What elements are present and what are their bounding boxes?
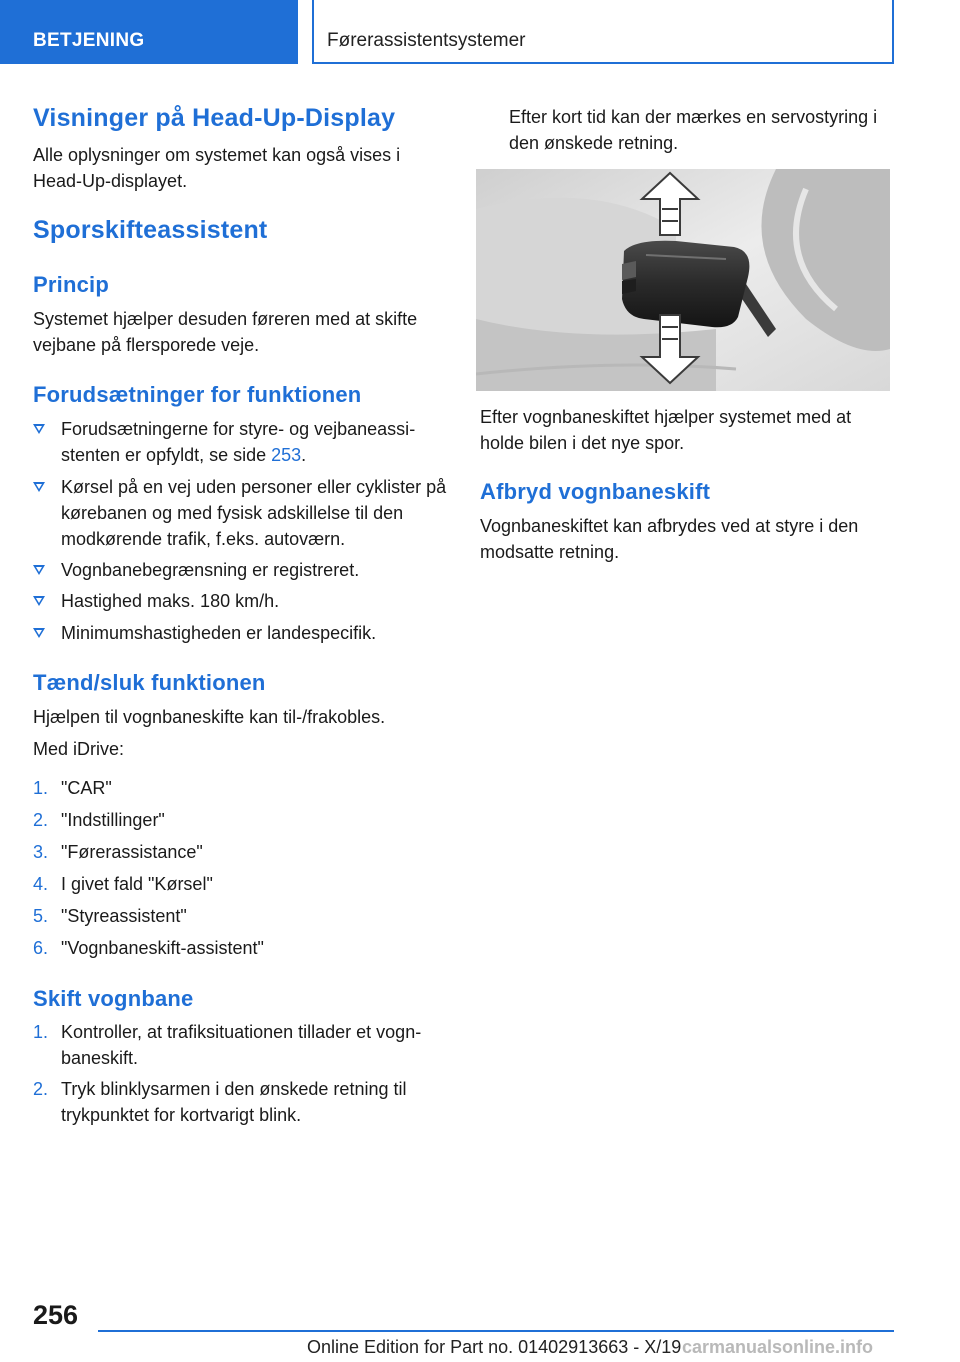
triangle-down-icon [33,565,45,575]
principle-heading: Princip [33,272,109,297]
list-item-text: "Styreassistent" [61,906,187,926]
link-suffix: . [301,445,307,465]
footer-divider [98,1330,894,1332]
list-item-text: Vognbanebegrænsning er registreret. [61,560,360,580]
idrive-paragraph: Med iDrive: [33,739,125,759]
page-link[interactable]: 253 [271,445,302,465]
servo-paragraph: Efter kort tid kan der mærkes en servostyring i den ønskede retning. [509,107,878,153]
triangle-down-icon [33,424,45,434]
list-item-text: "Vognbaneskift-assistent" [61,938,264,958]
hud-heading: Visninger på Head-Up-Display [33,104,396,132]
hud-paragraph: Alle oplysninger om systemet kan også vises i Head-Up-displayet. [33,145,401,191]
list-item-text: "Førerassistance" [61,842,203,862]
step-number: 2. [33,1079,49,1099]
cancel-heading: Afbryd vognbaneskift [480,479,711,504]
list-item-text: Kontroller, at trafiksituationen tillader et vognbaneskift. [61,1022,422,1068]
toggle-heading: Tænd/sluk funktionen [33,670,266,695]
list-item-text: Tryk blinklysarmen i den ønskede retning til trykpunktet for kortvarigt blink. [61,1079,407,1125]
list-item-text: Forudsætningerne for styre- og vejbaneassistenten er opfyldt, se side [61,419,416,465]
step-number: 1. [33,778,49,798]
chapter-title: Førerassistentsystemer [327,30,526,51]
edition-note: Online Edition for Part no. 01402913663 - X/19 [307,1337,682,1357]
list-item-text: Minimumshastigheden er landespecifik. [61,623,377,643]
list-item-text: "Indstillinger" [61,810,165,830]
requirements-heading: Forudsætninger for funktionen [33,382,362,407]
triangle-down-icon [33,628,45,638]
step-number: 1. [33,1022,49,1042]
page-number: 256 [33,1300,79,1330]
cancel-paragraph: Vognbaneskiftet kan afbrydes ved at styre i den modsatte retning. [480,516,859,562]
triangle-down-icon [33,482,45,492]
step-number: 5. [33,906,49,926]
list-item-text: "CAR" [61,778,112,798]
section-tab [0,0,298,64]
step-number: 3. [33,842,49,862]
chapter-header [312,0,894,64]
triangle-down-icon [33,596,45,606]
lane-change-heading: Skift vognbane [33,986,194,1011]
toggle-paragraph: Hjælpen til vognbaneskifte kan til-/frakobles. [33,707,386,727]
section-title: BETJENING [33,30,145,51]
after-change-paragraph: Efter vognbaneskiftet hjælper systemet med at holde bilen i det nye spor. [480,407,852,453]
turn-signal-stalk-image [476,169,890,391]
principle-paragraph: Systemet hjælper desuden føreren med at skifte vejbane på flersporede veje. [33,309,418,355]
list-item-text: I givet fald "Kørsel" [61,874,213,894]
step-number: 4. [33,874,49,894]
watermark: carmanualsonline.info [682,1337,874,1357]
list-item-text: Hastighed maks. 180 km/h. [61,591,280,611]
step-number: 6. [33,938,49,958]
lane-assist-heading: Sporskifteassistent [33,216,268,244]
list-item-text: Kørsel på en vej uden personer eller cyklister på kørebanen og med fysisk adskillelse til den modkørende trafik, f.eks. autoværn. [61,477,447,549]
step-number: 2. [33,810,49,830]
